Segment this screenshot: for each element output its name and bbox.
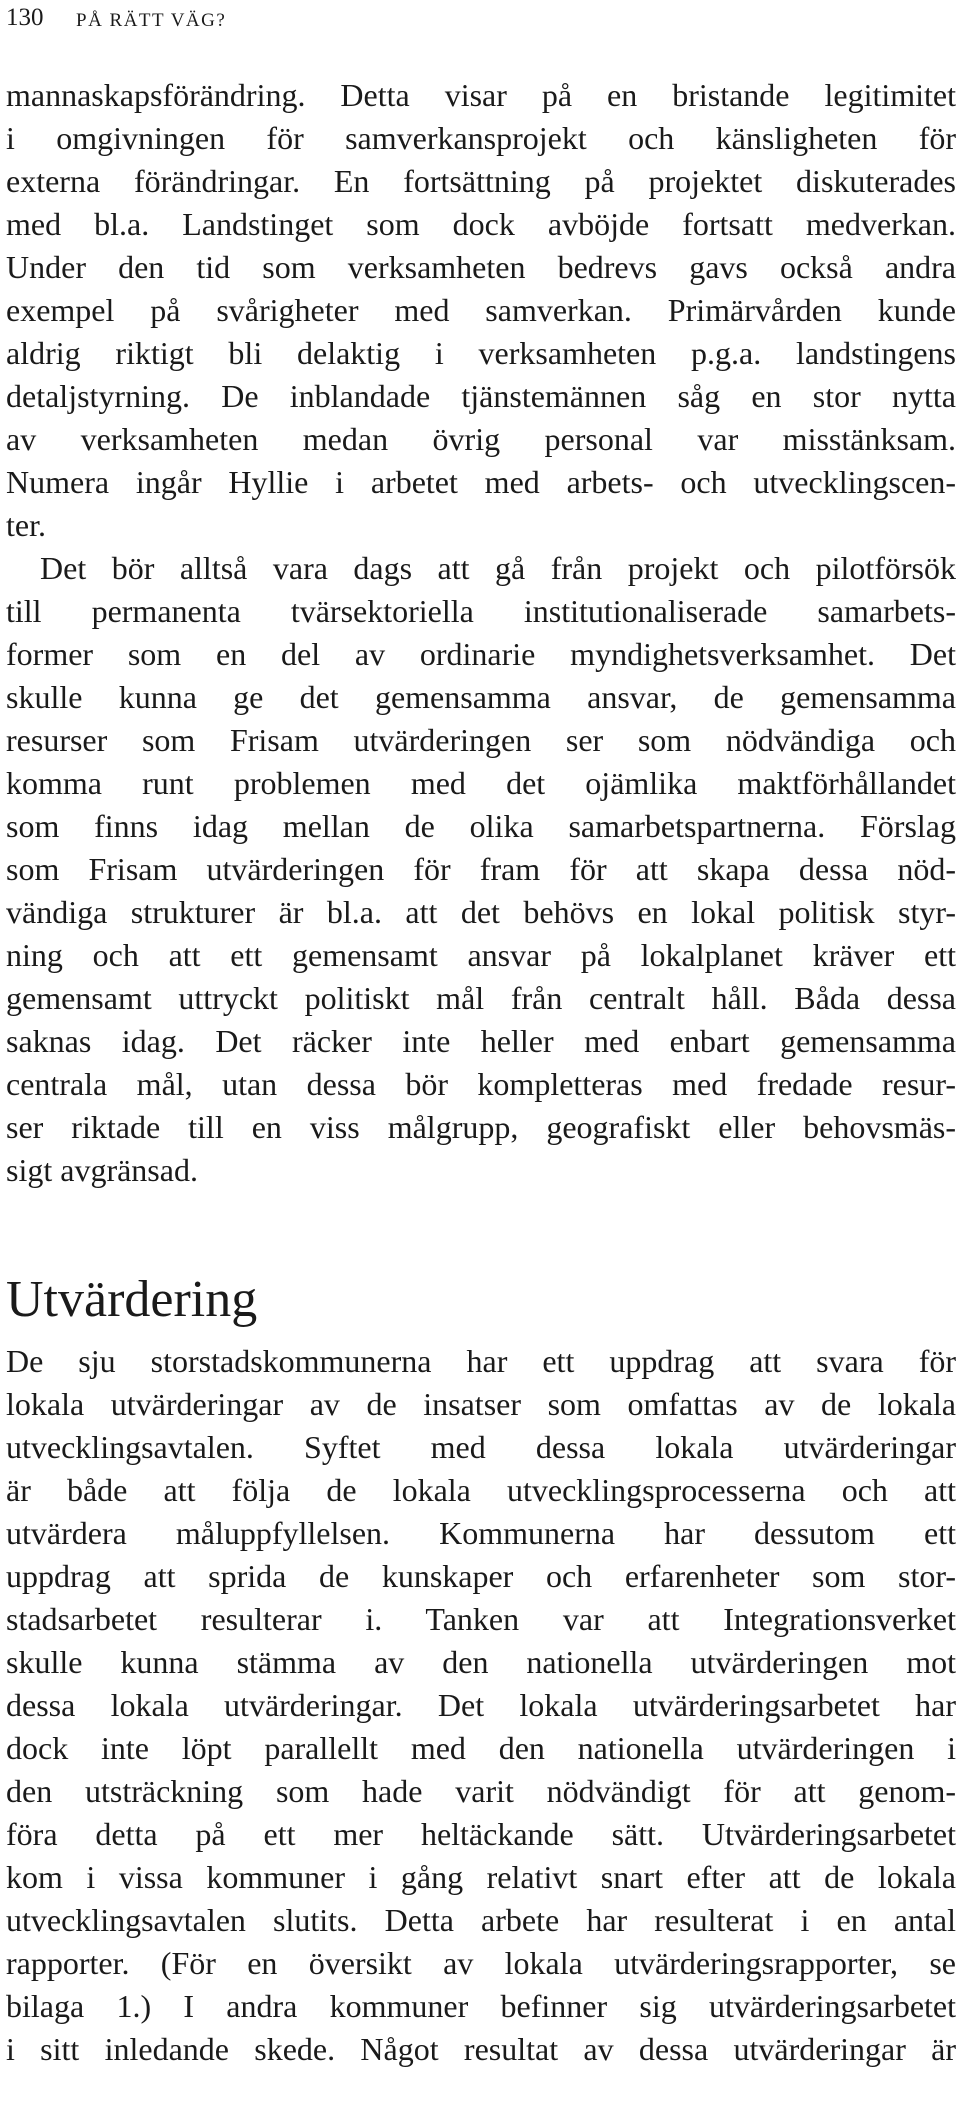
text-line: föra detta på ett mer heltäckande sätt. Utvärderingsarbetet bbox=[6, 1816, 956, 1852]
text-line: detaljstyrning. De inblandade tjänstemännen såg en stor nytta bbox=[6, 378, 956, 414]
text-line: exempel på svårigheter med samverkan. Primärvården kunde bbox=[6, 292, 956, 328]
section-heading: Utvärdering bbox=[6, 1271, 258, 1328]
text-line: sigt avgränsad. bbox=[6, 1152, 198, 1188]
text-line: av verksamheten medan övrig personal var misstänksam. bbox=[6, 421, 956, 457]
text-line: Under den tid som verksamheten bedrevs gavs också andra bbox=[6, 249, 956, 285]
text-line: med bl.a. Landstinget som dock avböjde fortsatt medverkan. bbox=[6, 206, 956, 242]
text-line: lokala utvärderingar av de insatser som omfattas av de lokala bbox=[6, 1386, 956, 1422]
text-line: utvärdera måluppfyllelsen. Kommunerna har dessutom ett bbox=[6, 1515, 956, 1551]
text-line: gemensamt uttryckt politiskt mål från centralt håll. Båda dessa bbox=[6, 980, 956, 1016]
text-line: utvecklingsavtalen slutits. Detta arbete har resulterat i en antal bbox=[6, 1902, 956, 1938]
text-line: uppdrag att sprida de kunskaper och erfarenheter som stor- bbox=[6, 1558, 956, 1594]
text-line: ser riktade till en viss målgrupp, geografiskt eller behovsmäs- bbox=[6, 1109, 956, 1145]
text-line: De sju storstadskommunerna har ett uppdrag att svara för bbox=[6, 1343, 956, 1379]
text-line: vändiga strukturer är bl.a. att det behövs en lokal politisk styr- bbox=[6, 894, 956, 930]
text-line: stadsarbetet resulterar i. Tanken var att Integrationsverket bbox=[6, 1601, 956, 1637]
text-line: i omgivningen för samverkansprojekt och känsligheten för bbox=[6, 120, 956, 156]
text-line: den utsträckning som hade varit nödvändigt för att genom- bbox=[6, 1773, 956, 1809]
text-line: Det bör alltså vara dags att gå från projekt och pilotförsök bbox=[40, 550, 956, 586]
text-line: bilaga 1.) I andra kommuner befinner sig utvärderingsarbetet bbox=[6, 1988, 956, 2024]
text-line: skulle kunna ge det gemensamma ansvar, de gemensamma bbox=[6, 679, 956, 715]
text-line: kom i vissa kommuner i gång relativt snart efter att de lokala bbox=[6, 1859, 956, 1895]
text-line: dessa lokala utvärderingar. Det lokala utvärderingsarbetet har bbox=[6, 1687, 956, 1723]
text-line: saknas idag. Det räcker inte heller med enbart gemensamma bbox=[6, 1023, 956, 1059]
text-line: centrala mål, utan dessa bör kompletteras med fredade resur- bbox=[6, 1066, 956, 1102]
text-line: mannaskapsförändring. Detta visar på en bristande legitimitet bbox=[6, 77, 956, 113]
text-line: som finns idag mellan de olika samarbetspartnerna. Förslag bbox=[6, 808, 956, 844]
text-line: komma runt problemen med det ojämlika maktförhållandet bbox=[6, 765, 956, 801]
text-line: är både att följa de lokala utvecklingsprocesserna och att bbox=[6, 1472, 956, 1508]
text-line: ter. bbox=[6, 507, 46, 543]
text-line: externa förändringar. En fortsättning på projektet diskuterades bbox=[6, 163, 956, 199]
text-line: aldrig riktigt bli delaktig i verksamheten p.g.a. landstingens bbox=[6, 335, 956, 371]
text-line: rapporter. (För en översikt av lokala utvärderingsrapporter, se bbox=[6, 1945, 956, 1981]
page-header bbox=[0, 4, 960, 40]
text-line: ning och att ett gemensamt ansvar på lokalplanet kräver ett bbox=[6, 937, 956, 973]
running-head: PÅ RÄTT VÄG? bbox=[76, 10, 227, 31]
text-line: Numera ingår Hyllie i arbetet med arbets- och utvecklingscen- bbox=[6, 464, 956, 500]
text-line: skulle kunna stämma av den nationella utvärderingen mot bbox=[6, 1644, 956, 1680]
text-line: utvecklingsavtalen. Syftet med dessa lokala utvärderingar bbox=[6, 1429, 956, 1465]
text-line: former som en del av ordinarie myndighetsverksamhet. Det bbox=[6, 636, 956, 672]
text-line: till permanenta tvärsektoriella institutionaliserade samarbets- bbox=[6, 593, 956, 629]
text-line: dock inte löpt parallellt med den nationella utvärderingen i bbox=[6, 1730, 956, 1766]
text-line: resurser som Frisam utvärderingen ser som nödvändiga och bbox=[6, 722, 956, 758]
page-number: 130 bbox=[6, 4, 44, 31]
text-line: i sitt inledande skede. Något resultat av dessa utvärderingar är bbox=[6, 2031, 956, 2067]
text-line: som Frisam utvärderingen för fram för att skapa dessa nöd- bbox=[6, 851, 956, 887]
